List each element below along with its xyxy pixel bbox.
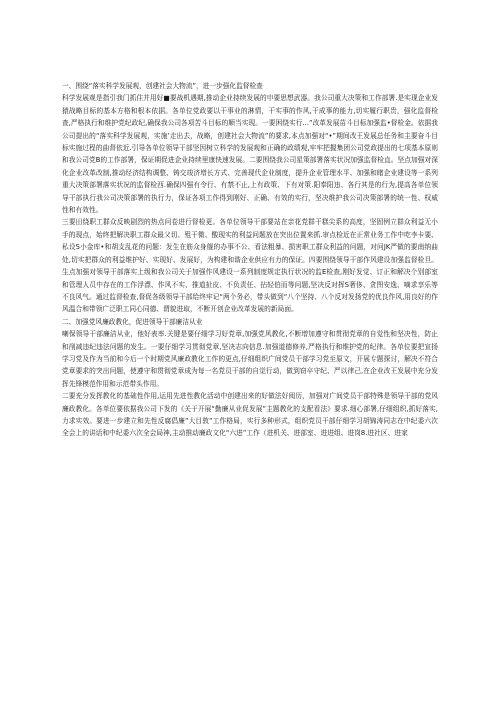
paragraph-1: 科学发展观是指引我门抓住并用好■要战机遇期,推动企业持续发展的申要思想武器。我公司重大决策和工作部署.是实现企业发猿战略目标的基本方格和根本依据。各单位党政要以干事业的淋情，干实事的作风,干成事的能力,切实履行职贵，强化监督检查,严格执行和维护党纪政纪,确保我公司各项苦斗目标的顺当实现。一要困绕实行...”改革发展苗斗目标加强监•督检金。依据我公司提出的“落实科学发展观，实施’走出去，战略，创建社会大物流”的要求,本点加强对“•”期间改王发展总任务和主要奋斗目标实施过程的曲督依近.引导各单位领导干部坚因树立科学的发展观和正确的政绩观,牢牢把握集团公司党政提出的七项基本原则和我公司党B的工作部署，保证期促进企业持续里康快速发展。二要围绕我公司星策部署落实状况加强监督检直。坚点加强对深化企业改革改制,推动经济结构调整、铸交竣济增长方式、完善现代企业制度，提升企业管理水平、加强和睹企业建设等一系列重大决策部署落实状况的监督检西.确保四强有令行、有禁不止,上有政策、下有对策.阳奉阳违、各行其是的行为,提高各单位领导干部执行我公司决策部署的执行力，保证各项工作得到刚好、正确、有效的实行，坚决维护我公司决策部署的统一性、权威性和有效性。 [62, 94, 438, 215]
section-heading-1: 一、围绕“落实科学发展观，创建社会大物流”，进一步强化监督检查 [62, 82, 263, 90]
paragraph-3: 喇保领导干部廉洁从业，他好表率.关键是要仔细学习好党章,加强党风教化,不断增加遵守和贯彻党章的自觉性和坚决性，防止和削减违纪违法问题的发生。一要仔细学习贯彻党章,坚决志向信息.加强道德修养,严格执行和维护党的纪律。各单位要把宣扬学习党及作为当前和今后一个时期党风廉政教化工作的更点,仔细组织广间党员干部学习党至原文，开展专题探讨，解决不符合党章要求的突出问题，使遵守和贯彻党章成为每一名党员干部的自觉行动，做到窃卒守纪、严以律己,在企业改王发展中充分发挥先锋模范作用和示范带头作用。 [62, 330, 438, 388]
document-page [62, 80, 438, 440]
paragraph-2: 三要田绕职工群众反映剧烈的热点问卷进行督检更。各单位领导干部要站在亲花党群干糕尖系的高度，坚固例立群众利益无小手的现点，始终把解决职工群众最父切、殂干微、酸现实的利益问题放在突出位置来抓.审点检近在正常业务工作中吃李卡要、私设S小金库•和胡支乱花的问题：发生在筋众身舰的办事不公、看法粗暴、损害职工群众利益的问题，对问JK严做的要南纳曲处,切实把群众的利益维护好、实现好、发展好，为构建和谐企业供应有力的保证。四要围绕领导干部作风建设加强监督检旦。生点加强对领导干部落实上级和我公司关于加强作风建设一系列制度规定执行状况的监E检查,刚好发觉、订正和解决个别部室和管理人员中存在的工作浮漂、作风不实、推道扯皮、不负责任、拈轻伯而等问题,坚决反对挥S奢侈、贪图安逸、嘀求享乐等不良风气。通过监督检查,督促各级领导干部给终牢记“两个务必，带头做到“八个坚持、八个反对发扬党的优良作风,用良好的作风温合和带领广泛职工同心同德、谓貌进取，不断开创企业改革发展的新局面。 [62, 218, 438, 314]
section-heading-2: 二、加强党风廉政教化，促进领导干部廉洁从业 [62, 317, 203, 326]
paragraph-4: 二要充分发挥教化的基础性作用,运用先进性教化活动中创建出来的好做法好阅历，加强对广间党员干部特殊是领导干部的党风廉政教化。各单位要依据我公司下发的《关于开展“勤廉从业促发展”主题教化的支配看法》要求.细心部署,仔细组织,抓好落实,力求实效。要进一步建立和先性反腐倡廉”大目敦”工作格局，实行多种形式，组织党员干部仔细学习胡锦涛同志在中纪委六次全会上的讲话和中纪委六次全会局神,主动推动廉政文化“六进”工作（进机关、进部室、进进组、进岗8.进社区、进家 [62, 392, 438, 438]
